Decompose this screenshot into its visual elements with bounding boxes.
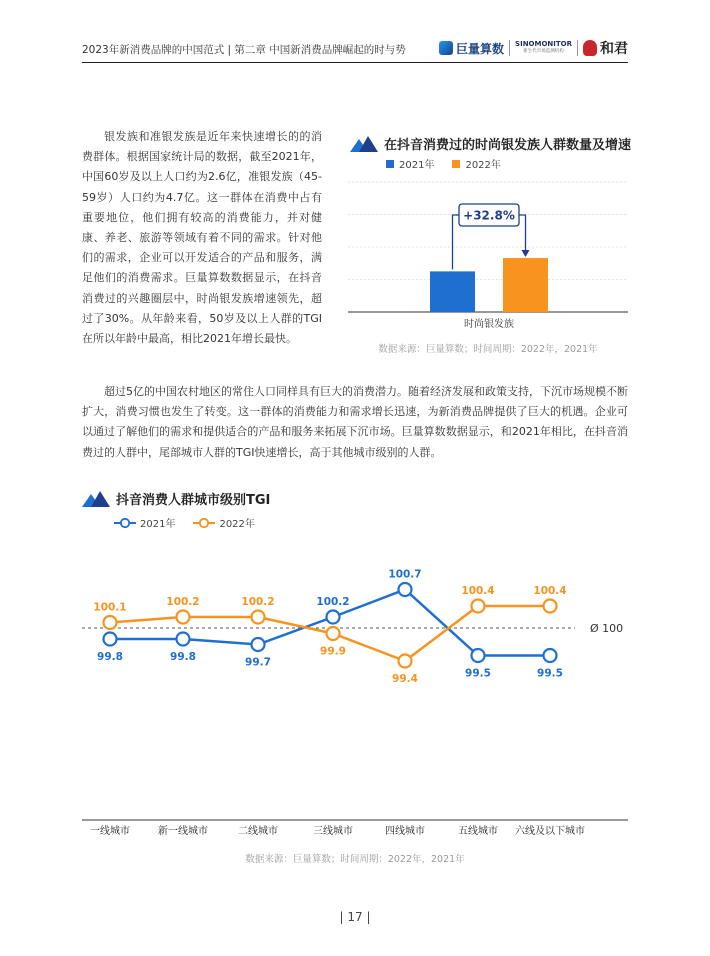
- legend-marker-2021: [114, 517, 136, 529]
- header-title: 2023年新消费品牌的中国范式 | 第二章 中国新消费品牌崛起的时与势: [82, 44, 406, 56]
- data-point-2021年: [544, 649, 557, 662]
- chart2-title: 抖音消费人群城市级别TGI: [116, 493, 271, 508]
- legend-marker-2022: [193, 517, 215, 529]
- data-label-2022年: 100.2: [166, 596, 200, 608]
- juliang-logo: [439, 40, 504, 57]
- chart2-title-row: [82, 489, 270, 508]
- legend-item-2022: [193, 515, 254, 530]
- legend-swatch-2021: [386, 160, 394, 168]
- data-point-2021年: [252, 638, 265, 651]
- data-label-2021年: 100.7: [388, 568, 422, 581]
- data-point-2021年: [472, 649, 485, 662]
- data-label-2022年: 100.1: [93, 601, 127, 614]
- chart1-title-row: [350, 134, 631, 153]
- chart1-title: 在抖音消费过的时尚银发族人群数量及增速: [384, 138, 632, 153]
- logo-divider: [509, 40, 510, 56]
- line-chart: [78, 540, 638, 840]
- legend-item-2022: [452, 156, 500, 171]
- growth-label: +32.8%: [463, 208, 515, 223]
- data-label-2021年: 99.5: [465, 667, 491, 680]
- legend-label-2022: 2022年: [219, 519, 255, 530]
- legend-label-2022: 2022年: [465, 160, 501, 171]
- data-label-2022年: 99.4: [392, 673, 418, 685]
- data-point-2022年: [472, 600, 485, 613]
- chart1-legend: [386, 156, 519, 171]
- legend-label-2021: 2021年: [140, 519, 176, 530]
- data-point-2022年: [399, 655, 412, 668]
- hejun-seal-icon: [583, 40, 597, 56]
- hejun-logo-text: 和君: [600, 41, 628, 57]
- data-point-2022年: [177, 611, 190, 624]
- data-label-2021年: 99.5: [537, 667, 563, 680]
- data-label-2022年: 100.4: [461, 585, 495, 597]
- growth-connector: [453, 215, 460, 269]
- legend-swatch-2022: [452, 160, 460, 168]
- header-logos: [439, 37, 628, 59]
- data-label-2022年: 100.4: [533, 585, 567, 597]
- data-label-2021年: 100.2: [316, 596, 350, 608]
- bar-2021年: [430, 271, 475, 312]
- x-tick-label: 五线城市: [458, 826, 498, 837]
- data-point-2021年: [327, 611, 340, 624]
- bar-2022年: [503, 258, 548, 312]
- data-label-2022年: 100.2: [241, 596, 275, 608]
- data-label-2022年: 99.9: [320, 645, 346, 658]
- paragraph-rural-consumers: 超过5亿的中国农村地区的常住人口同样具有巨大的消费潜力。随着经济发展和政策支持，下沉市场规模不断扩大，消费习惯也发生了转变。这一群体的消费能力和需求增长迅速，为新消费品牌提供了巨大的机遇。企业可以通过了解他们的需求和提供适合的产品和服务来拓展下沉市场。巨量算数数据显示，和2021年相比，在抖音消费过的人群中，尾部城市人群的TGI快速增长，高于其他城市级别的人群。: [82, 385, 628, 459]
- legend-item-2021: [386, 156, 434, 171]
- data-label-2021年: 99.8: [97, 651, 123, 663]
- data-point-2021年: [104, 633, 117, 646]
- bar-chart: [348, 172, 628, 332]
- hejun-logo: [583, 38, 628, 58]
- page-header: [82, 36, 628, 63]
- data-point-2021年: [399, 583, 412, 596]
- juliang-logo-text: 巨量算数: [456, 41, 505, 56]
- x-tick-label: 二线城市: [238, 826, 278, 837]
- x-tick-label: 一线城市: [90, 826, 130, 837]
- reference-line-label: Ø 100: [590, 622, 624, 635]
- data-point-2022年: [252, 611, 265, 624]
- sinomonitor-logo-text: SINOMONITOR: [515, 40, 572, 48]
- data-point-2021年: [177, 633, 190, 646]
- data-point-2022年: [327, 627, 340, 640]
- x-tick-label: 三线城市: [313, 826, 353, 837]
- chart1-source: 数据来源：巨量算数；时间周期：2022年，2021年: [378, 344, 598, 355]
- page-number: | 17 |: [339, 910, 371, 924]
- x-tick-label: 四线城市: [385, 826, 425, 837]
- growth-arrow-head: [522, 250, 530, 257]
- data-label-2021年: 99.7: [245, 656, 271, 669]
- juliang-logo-icon: [439, 41, 453, 55]
- data-point-2022年: [544, 600, 557, 613]
- data-label-2021年: 99.8: [170, 651, 196, 663]
- legend-item-2021: [114, 515, 175, 530]
- x-tick-label: 时尚银发族: [464, 319, 514, 330]
- chart2-legend: [114, 515, 273, 530]
- legend-label-2021: 2021年: [399, 160, 435, 171]
- logo-divider: [577, 40, 578, 56]
- mountain-logo-icon: [350, 136, 378, 152]
- chart2-source: 数据来源：巨量算数；时间周期：2022年，2021年: [245, 854, 465, 865]
- sinomonitor-logo-subtext: 新生代市场监测机构: [523, 49, 564, 54]
- paragraph-silver-consumers: 银发族和准银发族是近年来快速增长的的消费群体。根据国家统计局的数据，截至2021年，中国60岁及以上人口约为2.6亿，准银发族（45-59岁）人口约为4.7亿。这一群体在消费中占有重要地位，他们拥有较高的消费能力，并对健康、养老、旅游等领域有着不同的需求。针对他们的需求，企业可以开发适合的产品和服务，满足他们的消费需求。巨量算数数据显示，在抖音消费过的兴趣圈层中，时尚银发族增速领先，超过了30%。从年龄来看，50岁及以上人群的TGI在所以年龄中最高，相比2021年增长最快。: [82, 130, 322, 346]
- growth-connector: [519, 215, 526, 251]
- sinomonitor-logo: [515, 40, 572, 56]
- x-tick-label: 六线及以下城市: [515, 826, 585, 837]
- mountain-logo-icon: [82, 491, 110, 507]
- x-tick-label: 新一线城市: [158, 826, 208, 837]
- data-point-2022年: [104, 616, 117, 629]
